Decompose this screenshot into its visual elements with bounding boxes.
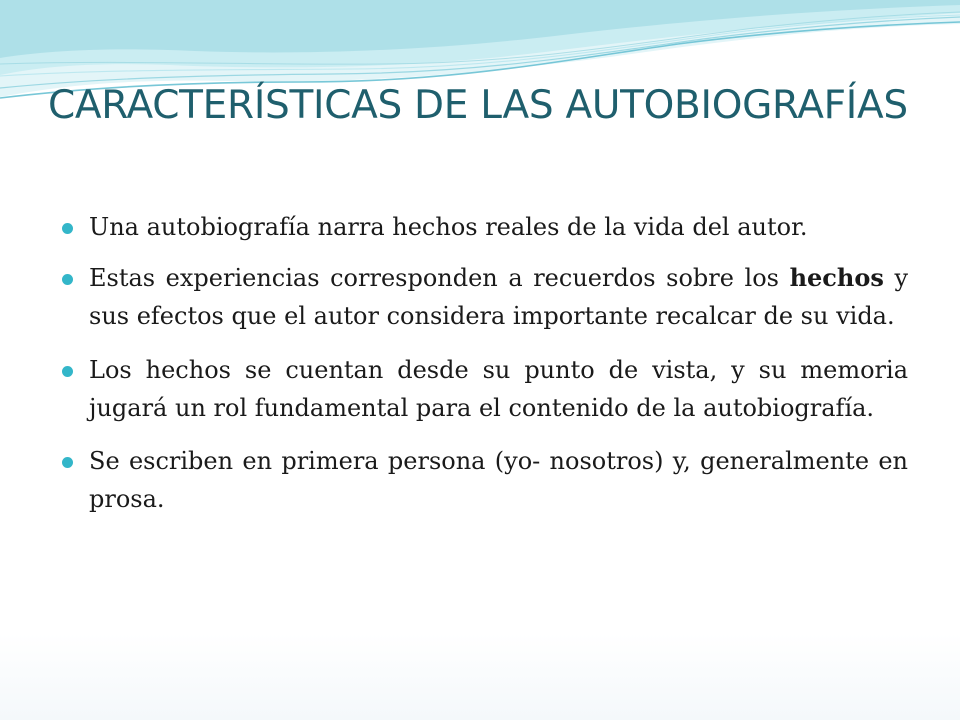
- bullet-item-1: [62, 208, 908, 246]
- bullet-icon: [62, 366, 73, 377]
- bullet-item-2: [62, 259, 908, 335]
- bullet-text-4: Se escriben en primera persona (yo- nosotros) y, generalmente en prosa.: [89, 447, 908, 513]
- bullet-item-3: [62, 351, 908, 427]
- bullet-text-1: Una autobiografía narra hechos reales de la vida del autor.: [89, 213, 808, 241]
- bullet-text-2-after: y sus efectos que el autor considera importante recalcar de su vida.: [89, 264, 909, 330]
- bullet-item-4: [62, 442, 908, 518]
- bullet-text-2-emphasis: hechos: [789, 263, 884, 292]
- bullet-icon: [62, 223, 73, 234]
- slide-title: CARACTERÍSTICAS DE LAS AUTOBIOGRAFÍAS: [48, 83, 908, 128]
- bullet-text-3: Los hechos se cuentan desde su punto de vista, y su memoria jugará un rol fundamental para el contenido de la autobiografía.: [89, 356, 908, 422]
- bullet-icon: [62, 457, 73, 468]
- bullet-icon: [62, 274, 73, 285]
- bullet-text-2-before: Estas experiencias corresponden a recuerdos sobre los: [89, 264, 790, 292]
- bullet-list: [62, 208, 908, 531]
